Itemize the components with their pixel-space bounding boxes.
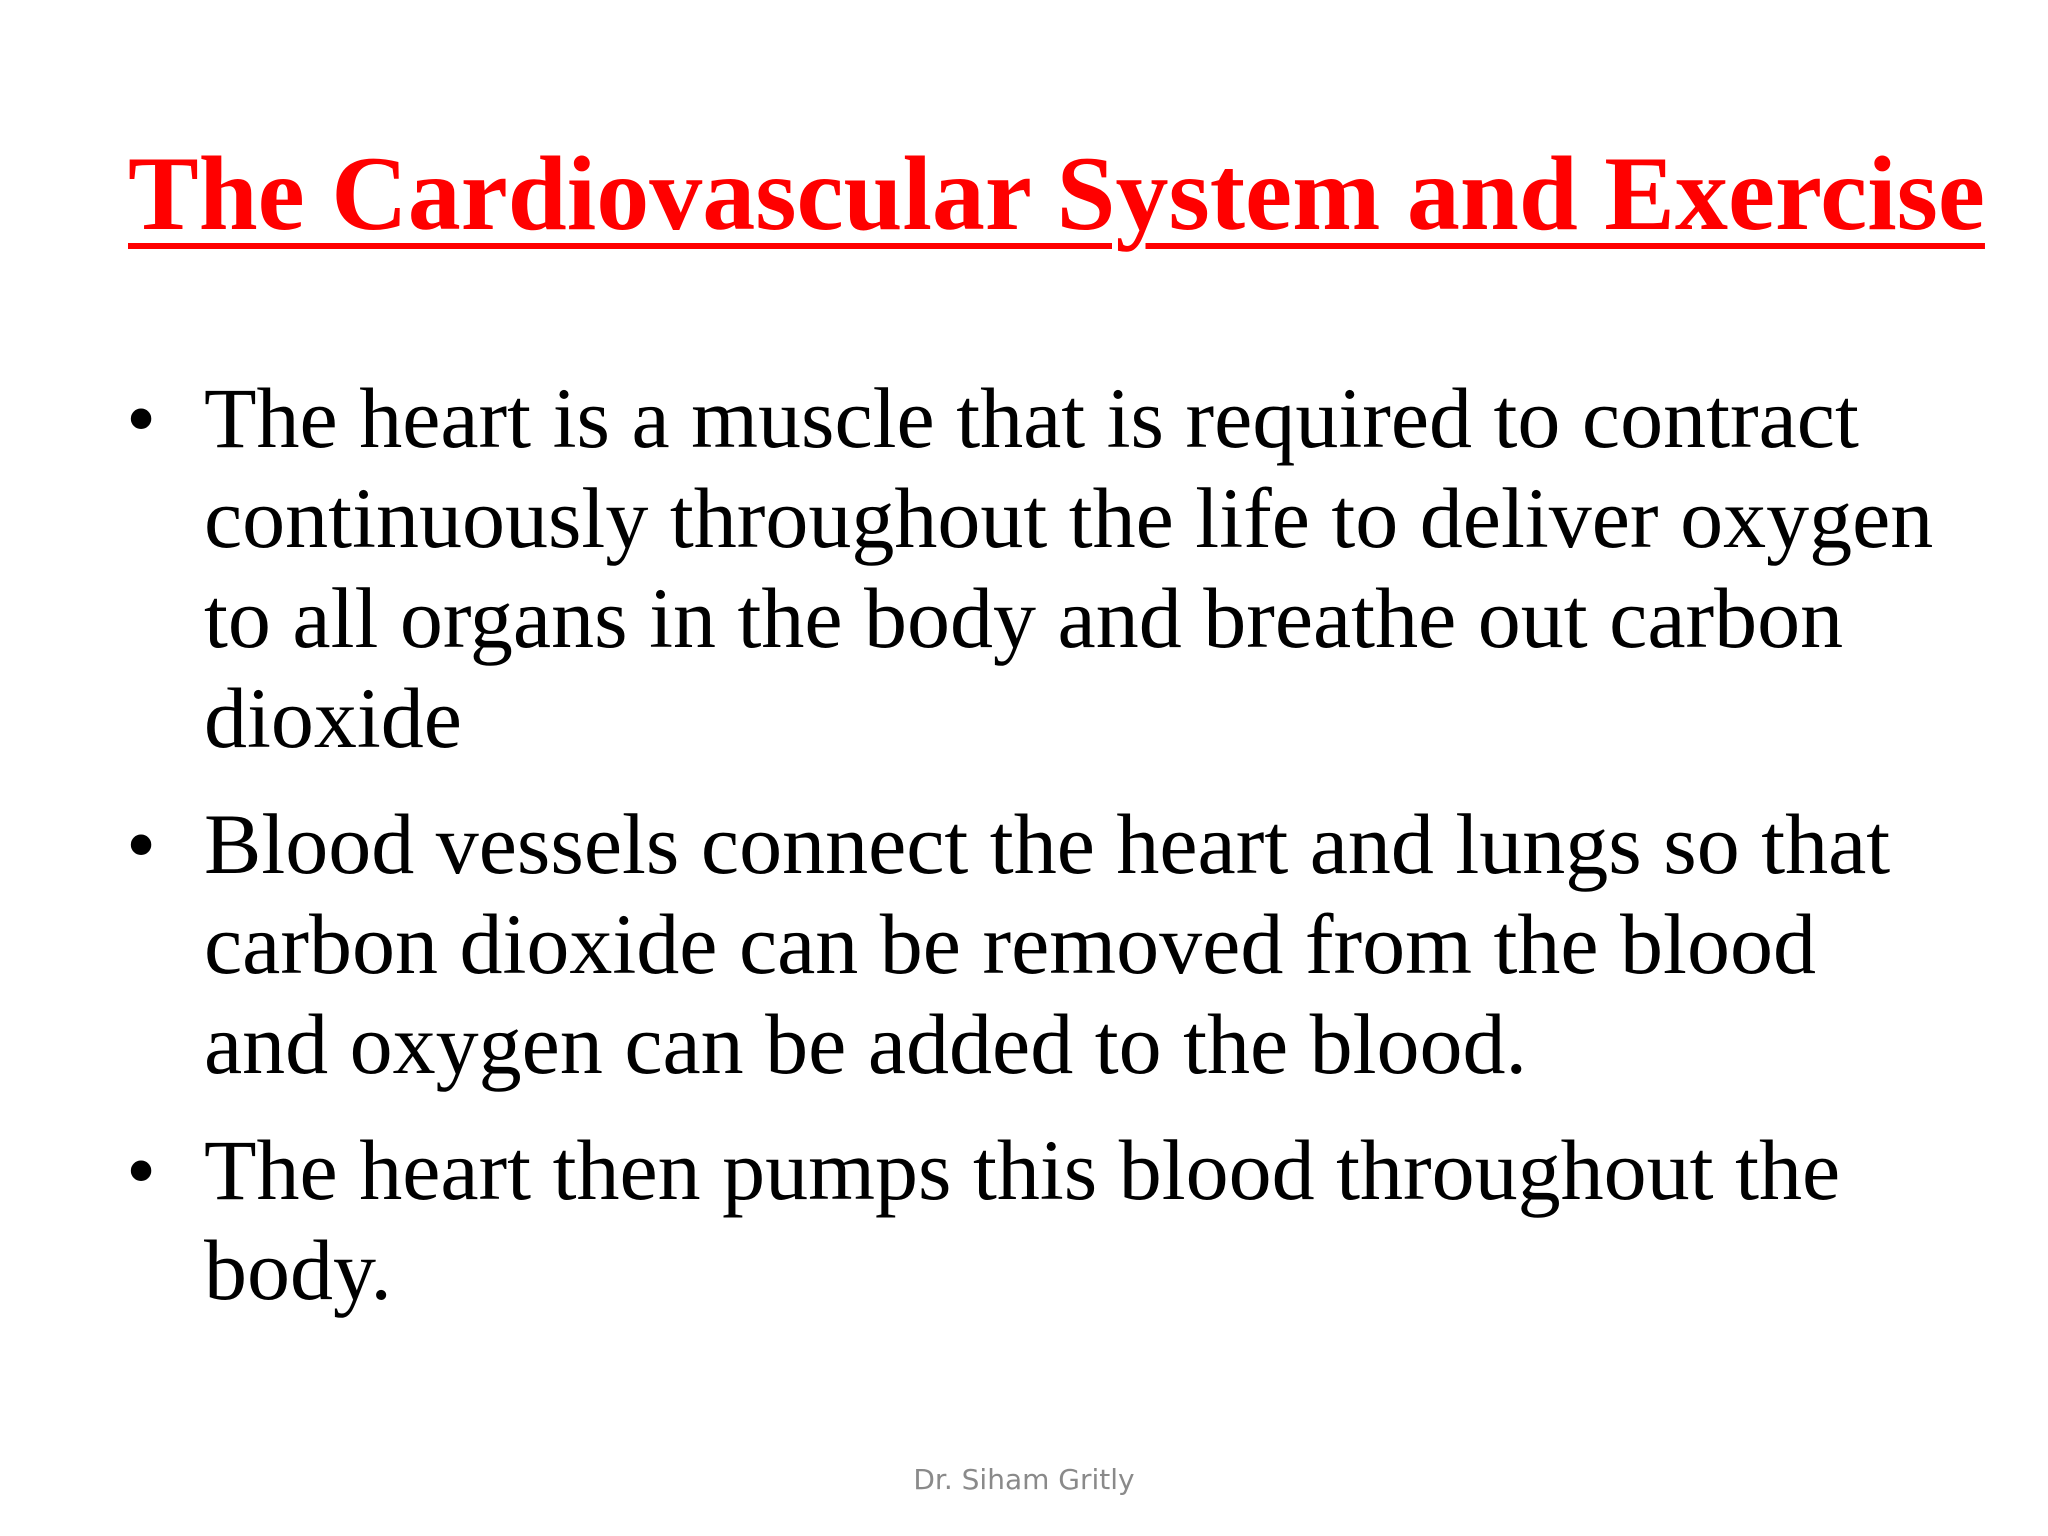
bullet-text: The heart then pumps this blood throughout the body. <box>204 1122 1841 1318</box>
bullet-item <box>126 1120 1946 1320</box>
bullet-icon: • <box>126 370 157 466</box>
bullet-text: The heart is a muscle that is required to contract continuously throughout the life to deliver oxygen to all organs in the body and breathe out carbon dioxide <box>204 370 1934 766</box>
bullet-icon: • <box>126 796 157 892</box>
bullet-item <box>126 794 1946 1094</box>
bullet-text: Blood vessels connect the heart and lungs so that carbon dioxide can be removed from the blood and oxygen can be added to the blood. <box>204 796 1891 1092</box>
footer-author: Dr. Siham Gritly <box>913 1463 1135 1496</box>
bullet-list <box>126 368 1946 1346</box>
bullet-item <box>126 368 1946 768</box>
slide-title: The Cardiovascular System and Exercise <box>128 135 1985 252</box>
bullet-icon: • <box>126 1122 157 1218</box>
